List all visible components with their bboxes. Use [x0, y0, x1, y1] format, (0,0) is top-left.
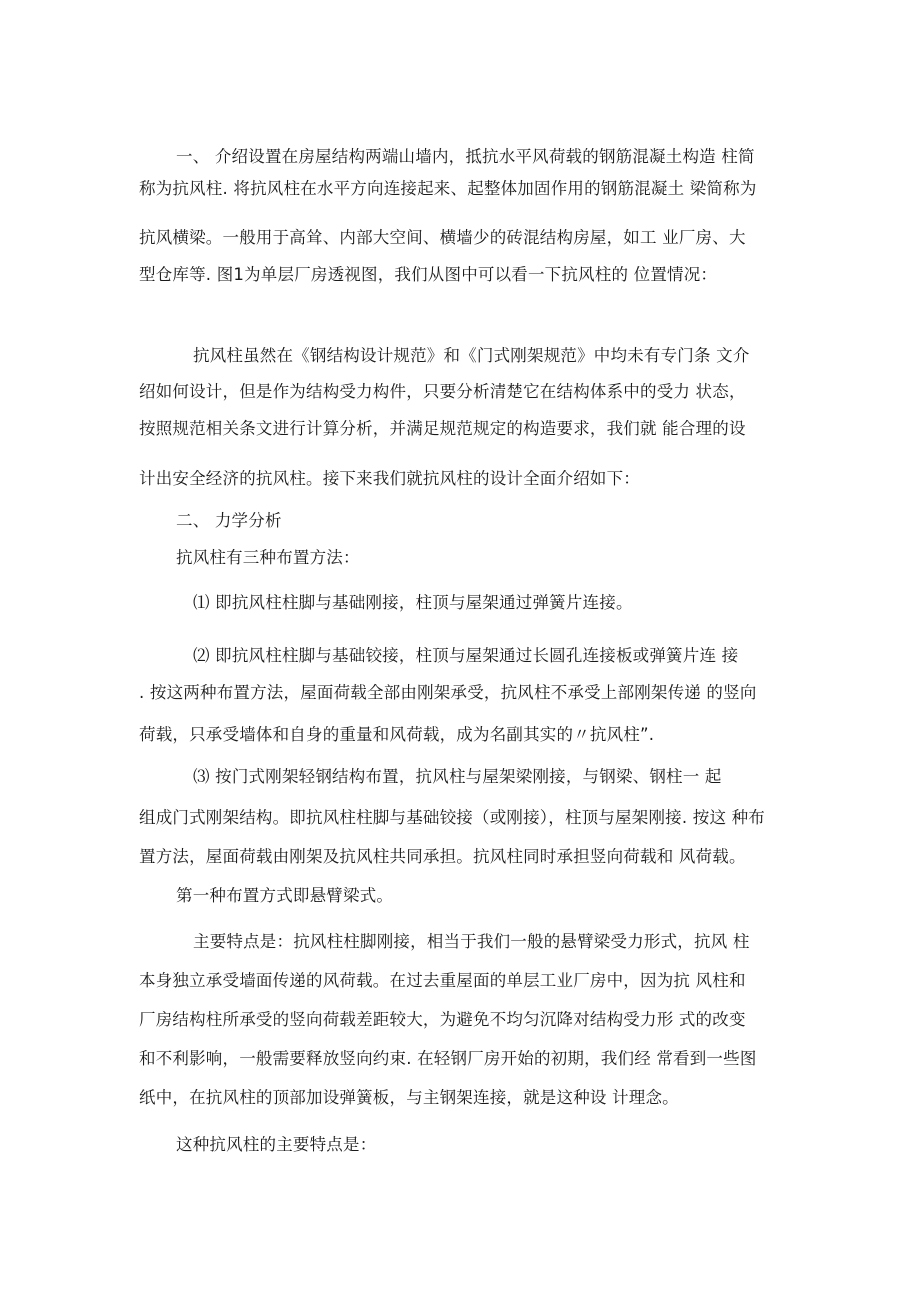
layout-methods-intro: 抗风柱有三种布置方法： [176, 548, 360, 567]
paragraph-1-line-2: 称为抗风柱. 将抗风柱在水平方向连接起来、起整体加固作用的钢筋混凝土 梁简称为 [139, 179, 757, 198]
closing-line: 这种抗风柱的主要特点是： [176, 1135, 377, 1154]
paragraph-1-line-3: 抗风横梁。一般用于高耸、内部大空间、横墙少的砖混结构房屋，如工 业厂房、大 [139, 228, 746, 247]
paragraph-2-line-1: 抗风柱虽然在《钢结构设计规范》和《门式刚架规范》中均未有专门条 文介 [193, 346, 750, 365]
method-2-line-1: ⑵ 即抗风柱柱脚与基础铰接，柱顶与屋架通过长圆孔连接板或弹簧片连 接 [193, 646, 739, 665]
paragraph-2-line-2: 绍如何设计，但是作为结构受力构件，只要分析清楚它在结构体系中的受力 状态， [139, 382, 746, 401]
method-3-line-2: 组成门式刚架结构。即抗风柱柱脚与基础铰接（或刚接），柱顶与屋架刚接. 按这 种布 [139, 808, 765, 827]
method-2-line-2: . 按这两种布置方法，屋面荷载全部由刚架承受，抗风柱不承受上部刚架传递 的竖向 [139, 683, 757, 702]
paragraph-1-line-1: 一、 介绍设置在房屋结构两端山墙内，抵抗水平风荷载的钢筋混凝土构造 柱简 [176, 147, 755, 166]
paragraph-2-line-3: 按照规范相关条文进行计算分析，并满足规范规定的构造要求，我们就 能合理的设 [139, 419, 746, 438]
features-line-2: 本身独立承受墙面传递的风荷载。在过去重屋面的单层工业厂房中，因为抗 风柱和 [139, 971, 746, 990]
method-3-line-3: 置方法，屋面荷载由刚架及抗风柱共同承担。抗风柱同时承担竖向荷载和 风荷载。 [139, 847, 746, 866]
cantilever-intro: 第一种布置方式即悬臂梁式。 [176, 886, 394, 905]
features-line-1: 主要特点是：抗风柱柱脚刚接，相当于我们一般的悬臂梁受力形式，抗风 柱 [193, 932, 750, 951]
method-2-line-3: 荷载，只承受墙体和自身的重量和风荷载，成为名副其实的〃抗风柱”. [139, 725, 655, 744]
features-line-5: 纸中，在抗风柱的顶部加设弹簧板，与主钢架连接，就是这种设 计理念。 [139, 1088, 679, 1107]
features-line-4: 和不利影响，一般需要释放竖向约束. 在轻钢厂房开始的初期，我们经 常看到一些图 [139, 1049, 757, 1068]
method-1-line-1: ⑴ 即抗风柱柱脚与基础刚接，柱顶与屋架通过弹簧片连接。 [193, 593, 633, 612]
paragraph-2-line-4: 计出安全经济的抗风柱。接下来我们就抗风柱的设计全面介绍如下： [139, 469, 640, 488]
features-line-3: 厂房结构柱所承受的竖向荷载差距较大，为避免不均匀沉降对结构受力形 式的改变 [139, 1010, 746, 1029]
paragraph-1-line-4: 型仓库等. 图1为单层厂房透视图，我们从图中可以看一下抗风柱的 位置情况： [139, 265, 718, 284]
section-heading: 二、 力学分析 [176, 511, 282, 530]
method-3-line-1: ⑶ 按门式刚架轻钢结构布置，抗风柱与屋架梁刚接，与钢梁、钢柱一 起 [193, 767, 722, 786]
